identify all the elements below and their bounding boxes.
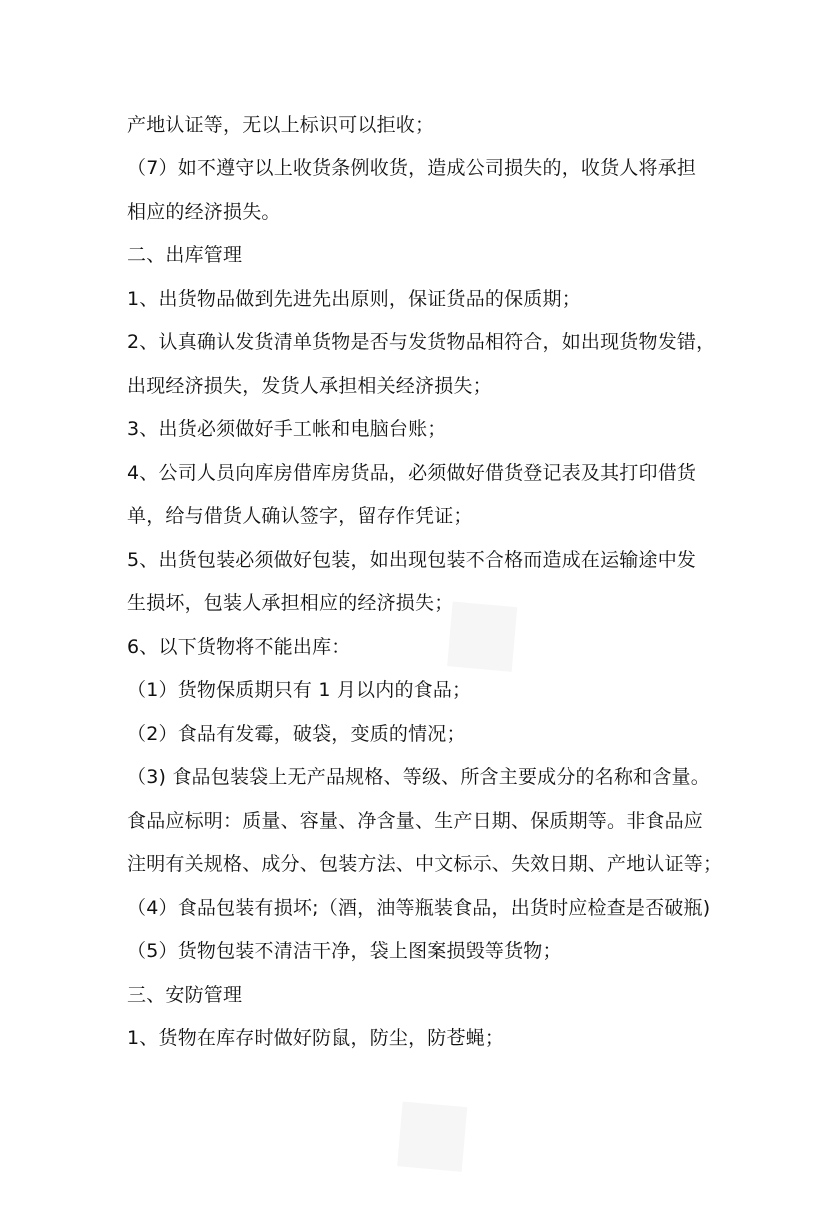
text-line: （2）食品有发霉，破袋，变质的情况；	[127, 723, 466, 745]
text-line: （4）食品包装有损坏;（酒，油等瓶装食品，出货时应检查是否破瓶)	[127, 897, 711, 919]
text-line: 6、以下货物将不能出库：	[127, 636, 351, 658]
text-line: （3) 食品包装袋上无产品规格、等级、所含主要成分的名称和含量。	[127, 766, 710, 788]
text-line: 出现经济损失，发货人承担相关经济损失；	[127, 375, 492, 397]
text-line: 单，给与借货人确认签字，留存作凭证；	[127, 505, 473, 527]
text-line: 1、货物在库存时做好防鼠，防尘，防苍蝇；	[127, 1027, 505, 1049]
text-line: （1）货物保质期只有 1 月以内的食品；	[127, 679, 472, 701]
text-line: 2、认真确认发货清单货物是否与发货物品相符合，如出现货物发错，	[127, 331, 716, 353]
text-line: 生损坏，包装人承担相应的经济损失；	[127, 592, 454, 614]
section-heading: 二、出库管理	[127, 244, 243, 266]
text-line: 3、出货必须做好手工帐和电脑台账；	[127, 418, 447, 440]
text-line: 1、出货物品做到先进先出原则，保证货品的保质期；	[127, 288, 581, 310]
text-line: 相应的经济损失。	[127, 201, 281, 223]
watermark	[346, 1047, 506, 1212]
text-line: 食品应标明：质量、容量、净含量、生产日期、保质期等。非食品应	[127, 810, 704, 832]
text-line: 注明有关规格、成分、包装方法、中文标示、失效日期、产地认证等；	[127, 853, 723, 875]
text-line: 4、公司人员向库房借库房货品，必须做好借货登记表及其打印借货	[127, 462, 697, 484]
text-line: 产地认证等，无以上标识可以拒收；	[127, 114, 435, 136]
text-line: （7）如不遵守以上收货条例收货，造成公司损失的，收货人将承担	[127, 157, 697, 179]
text-line: 5、出货包装必须做好包装，如出现包装不合格而造成在运输途中发	[127, 549, 697, 571]
section-heading: 三、安防管理	[127, 984, 243, 1006]
text-line: （5）货物包装不清洁干净，袋上图案损毁等货物；	[127, 940, 562, 962]
